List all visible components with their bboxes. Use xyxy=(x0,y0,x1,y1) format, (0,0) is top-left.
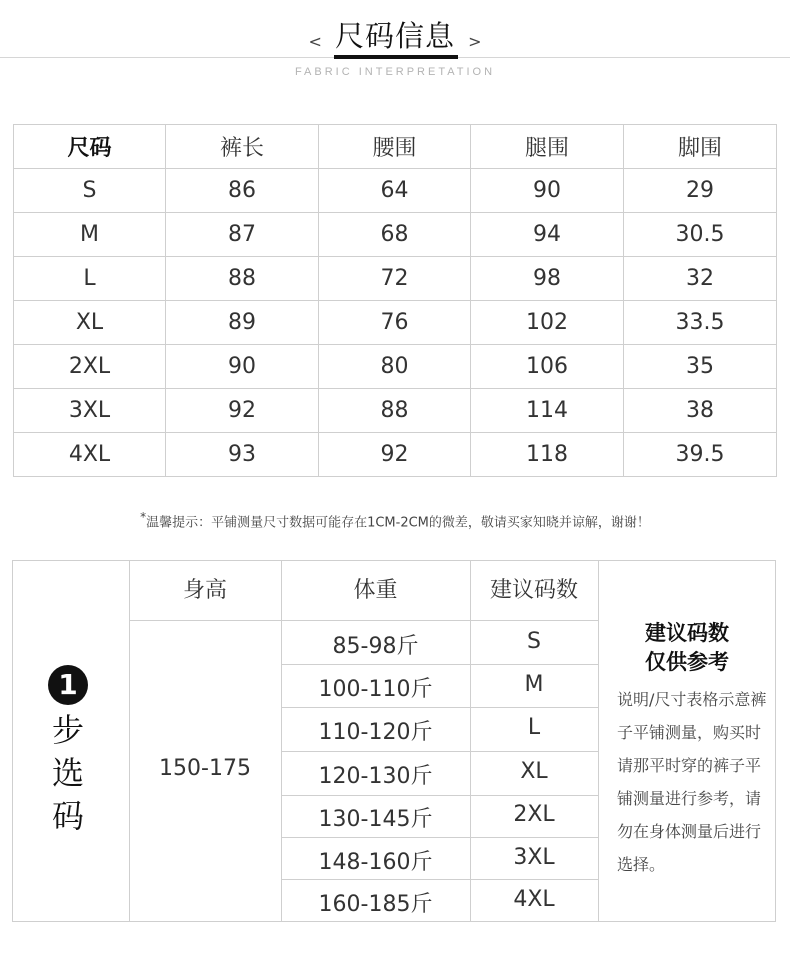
weight-cell: 110-120斤 xyxy=(318,720,433,745)
table-cell: 32 xyxy=(624,257,777,301)
size-cell: 3XL xyxy=(513,845,555,870)
advice-title-line: 建议码数 xyxy=(645,621,729,645)
table-cell: 68 xyxy=(319,213,471,257)
table-cell: 98 xyxy=(471,257,624,301)
measurement-note xyxy=(0,510,790,530)
weight-cell: 160-185斤 xyxy=(318,892,433,917)
header-height: 身高 xyxy=(182,578,227,603)
section-header xyxy=(0,14,790,55)
table-cell: 93 xyxy=(166,433,319,477)
height-range: 150-175 xyxy=(159,756,251,781)
row-divider xyxy=(129,620,598,621)
header-size: 尺码 xyxy=(14,125,166,169)
page-title: 尺码信息 xyxy=(334,19,455,53)
table-cell: 80 xyxy=(319,345,471,389)
table-cell: 90 xyxy=(471,169,624,213)
step-number-badge: 1 xyxy=(48,665,88,705)
size-cell: L xyxy=(527,715,541,740)
row-divider xyxy=(281,837,598,838)
table-cell: 35 xyxy=(624,345,777,389)
column-divider xyxy=(598,561,599,921)
table-row xyxy=(14,345,777,389)
table-cell: 72 xyxy=(319,257,471,301)
table-cell: 92 xyxy=(166,389,319,433)
note-asterisk: * xyxy=(140,510,147,524)
table-row xyxy=(14,389,777,433)
advice-text: 说明/尺寸表格示意裤子平铺测量，购买时请那平时穿的裤子平铺测量进行参考，请勿在身体测量后进行选择。 xyxy=(617,690,767,874)
header-weight: 体重 xyxy=(353,578,398,603)
row-divider xyxy=(281,664,598,665)
table-cell: 38 xyxy=(624,389,777,433)
table-cell: L xyxy=(14,257,166,301)
table-row xyxy=(14,301,777,345)
header-waist: 腰围 xyxy=(319,125,471,169)
note-text: 温馨提示：平铺测量尺寸数据可能存在1CM-2CM的微差，敬请买家知晓并谅解，谢谢！ xyxy=(146,515,650,531)
size-table xyxy=(13,124,777,477)
size-table-header xyxy=(14,125,777,169)
size-guide xyxy=(12,560,776,922)
weight-cell: 100-110斤 xyxy=(318,677,433,702)
table-cell: 114 xyxy=(471,389,624,433)
chevron-left-icon: < xyxy=(308,32,322,51)
header-length: 裤长 xyxy=(166,125,319,169)
size-cell: 2XL xyxy=(513,802,555,827)
weight-cell: 148-160斤 xyxy=(318,850,433,875)
table-cell: 64 xyxy=(319,169,471,213)
table-cell: 88 xyxy=(319,389,471,433)
table-cell: 118 xyxy=(471,433,624,477)
row-divider xyxy=(281,795,598,796)
table-cell: XL xyxy=(14,301,166,345)
size-cell: M xyxy=(524,672,544,697)
table-cell: 2XL xyxy=(14,345,166,389)
header-thigh: 腿围 xyxy=(471,125,624,169)
weight-cell: 120-130斤 xyxy=(318,764,433,789)
table-cell: 89 xyxy=(166,301,319,345)
header-recommended-size: 建议码数 xyxy=(489,578,578,603)
table-cell: 76 xyxy=(319,301,471,345)
row-divider xyxy=(281,879,598,880)
row-divider xyxy=(281,751,598,752)
table-row xyxy=(14,213,777,257)
table-cell: 39.5 xyxy=(624,433,777,477)
weight-cell: 85-98斤 xyxy=(332,634,419,659)
table-cell: 30.5 xyxy=(624,213,777,257)
table-cell: 3XL xyxy=(14,389,166,433)
step-label: 步选码 xyxy=(51,711,84,835)
title-underline xyxy=(334,55,458,59)
table-cell: 92 xyxy=(319,433,471,477)
row-divider xyxy=(281,707,598,708)
advice-title-line: 仅供参考 xyxy=(645,650,729,674)
page-subtitle: FABRIC INTERPRETATION xyxy=(294,66,496,78)
table-row xyxy=(14,257,777,301)
table-cell: 4XL xyxy=(14,433,166,477)
table-cell: 86 xyxy=(166,169,319,213)
table-row xyxy=(14,433,777,477)
chevron-right-icon: > xyxy=(468,32,482,51)
size-cell: 4XL xyxy=(513,887,555,912)
table-cell: M xyxy=(14,213,166,257)
table-cell: 33.5 xyxy=(624,301,777,345)
table-cell: 90 xyxy=(166,345,319,389)
table-cell: 94 xyxy=(471,213,624,257)
table-cell: 106 xyxy=(471,345,624,389)
table-row xyxy=(14,169,777,213)
table-cell: 87 xyxy=(166,213,319,257)
table-cell: 88 xyxy=(166,257,319,301)
size-cell: XL xyxy=(520,759,548,784)
table-cell: S xyxy=(14,169,166,213)
size-cell: S xyxy=(527,629,541,654)
weight-cell: 130-145斤 xyxy=(318,807,433,832)
table-cell: 102 xyxy=(471,301,624,345)
advice-title xyxy=(599,619,775,677)
header-hem: 脚围 xyxy=(624,125,777,169)
table-cell: 29 xyxy=(624,169,777,213)
